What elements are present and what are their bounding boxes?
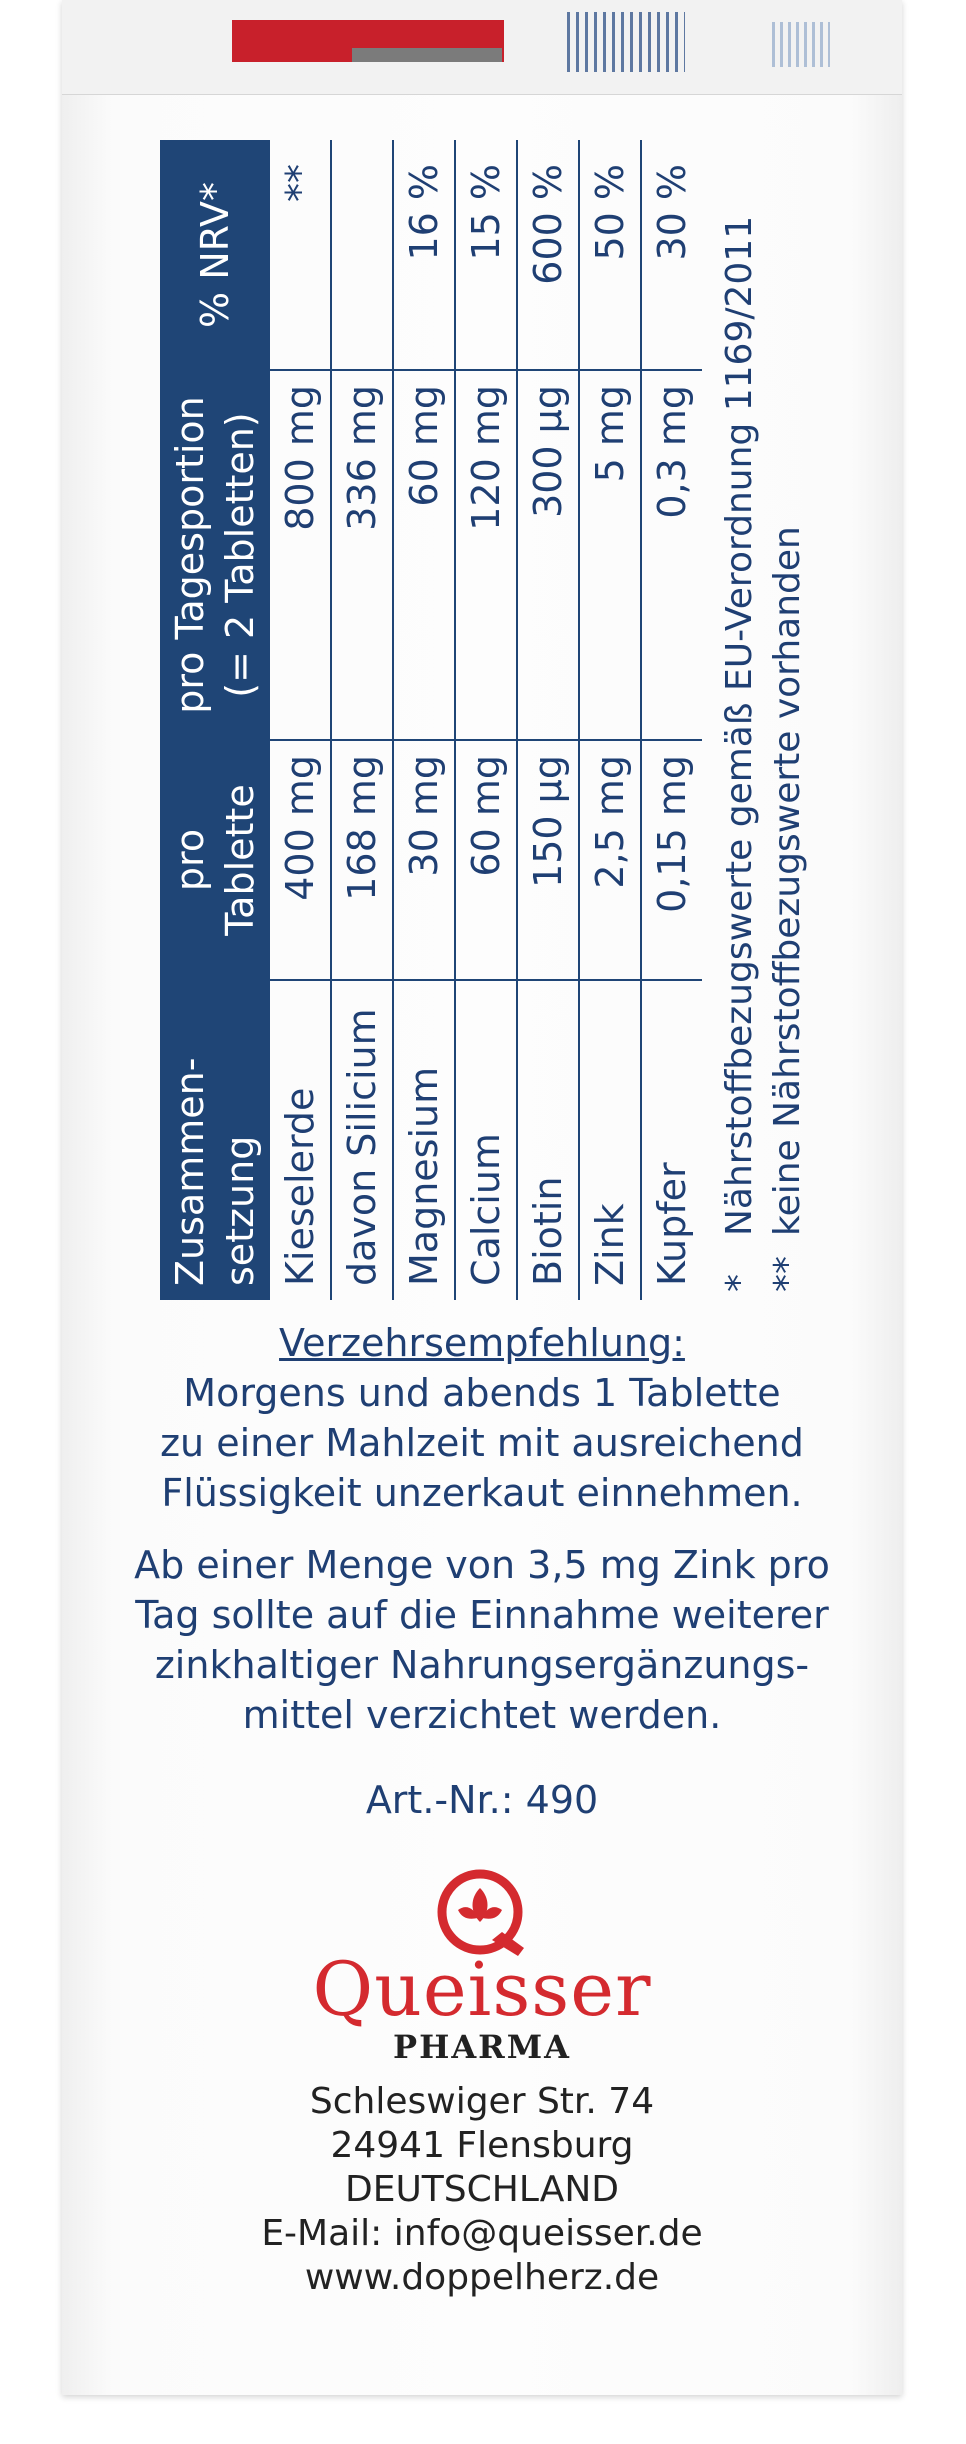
article-number: Art.-Nr.: 490 xyxy=(365,1778,599,1822)
address-city: 24941 Flensburg xyxy=(330,2125,634,2166)
row-per-tablet: 30 mg xyxy=(393,740,455,980)
table-header-row xyxy=(160,140,270,1300)
flap-red-print xyxy=(232,20,504,62)
row-nrv: ** xyxy=(270,140,331,370)
top-flap xyxy=(62,0,902,95)
usage-recommendation xyxy=(62,1318,902,1518)
row-nrv: 600 % xyxy=(517,140,579,370)
flap-light-print xyxy=(772,22,830,67)
row-nrv: 50 % xyxy=(579,140,641,370)
row-name: Calcium xyxy=(455,980,517,1300)
row-nrv: 30 % xyxy=(641,140,702,370)
usage-heading: Verzehrsempfehlung: xyxy=(279,1321,685,1365)
footnote-text: keine Nährstoffbezugswerte vorhanden xyxy=(767,526,808,1236)
footnote-mark: ** xyxy=(767,1256,808,1292)
row-name: davon Silicium xyxy=(331,980,393,1300)
row-per-day: 0,3 mg xyxy=(641,370,702,740)
table-row xyxy=(579,140,641,1300)
footnote-text: Nährstoffbezugswerte gemäß EU-Verordnung 1169/2011 xyxy=(719,215,760,1236)
row-name: Kieselerde xyxy=(270,980,331,1300)
row-nrv: 15 % xyxy=(455,140,517,370)
row-per-day: 60 mg xyxy=(393,370,455,740)
row-per-tablet: 150 µg xyxy=(517,740,579,980)
warning-line: Tag sollte auf die Einnahme weiterer xyxy=(135,1593,829,1637)
row-name: Biotin xyxy=(517,980,579,1300)
row-per-day: 336 mg xyxy=(331,370,393,740)
row-name: Zink xyxy=(579,980,641,1300)
brand-name: Queisser xyxy=(312,1947,652,2033)
table-row xyxy=(641,140,702,1300)
row-per-day: 800 mg xyxy=(270,370,331,740)
row-per-tablet: 2,5 mg xyxy=(579,740,641,980)
usage-line: zu einer Mahlzeit mit ausreichend xyxy=(160,1421,804,1465)
table-row xyxy=(270,140,331,1300)
address-email: E-Mail: info@queisser.de xyxy=(261,2213,703,2254)
usage-line: Morgens und abends 1 Tablette xyxy=(183,1371,781,1415)
warning-line: zinkhaltiger Nahrungsergänzungs- xyxy=(154,1643,810,1687)
row-name: Kupfer xyxy=(650,1162,694,1286)
row-per-day: 300 µg xyxy=(517,370,579,740)
address-country: DEUTSCHLAND xyxy=(344,2169,620,2210)
header-per-tablet: pro Tablette xyxy=(160,740,270,980)
nutrition-table-rotated xyxy=(160,140,760,1300)
warning-line: mittel verzichtet werden. xyxy=(242,1693,722,1737)
table-footnotes xyxy=(716,140,826,1300)
zinc-warning xyxy=(62,1540,902,1740)
usage-line: Flüssigkeit unzerkaut einnehmen. xyxy=(161,1471,803,1515)
row-per-tablet: 0,15 mg xyxy=(641,740,702,980)
header-nrv: % NRV* xyxy=(160,140,270,370)
table-row xyxy=(331,140,393,1300)
address-web: www.doppelherz.de xyxy=(304,2257,660,2298)
flap-blue-print xyxy=(567,12,685,72)
row-per-day: 120 mg xyxy=(455,370,517,740)
row-per-day: 5 mg xyxy=(579,370,641,740)
table-row xyxy=(517,140,579,1300)
row-name: Magnesium xyxy=(393,980,455,1300)
footnote xyxy=(716,140,764,1292)
row-nrv xyxy=(331,140,393,370)
table-row xyxy=(393,140,455,1300)
nutrition-table xyxy=(160,140,702,1300)
header-per-day: pro Tagesportion (= 2 Tabletten) xyxy=(160,370,270,740)
row-per-tablet: 400 mg xyxy=(270,740,331,980)
row-per-tablet: 168 mg xyxy=(331,740,393,980)
company-address xyxy=(62,2080,902,2300)
header-composition: Zusammen- setzung xyxy=(160,980,270,1300)
row-nrv: 16 % xyxy=(393,140,455,370)
footnote-mark: * xyxy=(719,1274,760,1292)
table-row xyxy=(455,140,517,1300)
warning-line: Ab einer Menge von 3,5 mg Zink pro xyxy=(134,1543,830,1587)
brand-subtitle: PHARMA xyxy=(393,2028,571,2066)
footnote xyxy=(764,140,812,1292)
address-street: Schleswiger Str. 74 xyxy=(309,2081,655,2122)
row-per-tablet: 60 mg xyxy=(455,740,517,980)
queisser-logo-icon xyxy=(430,1860,530,1960)
